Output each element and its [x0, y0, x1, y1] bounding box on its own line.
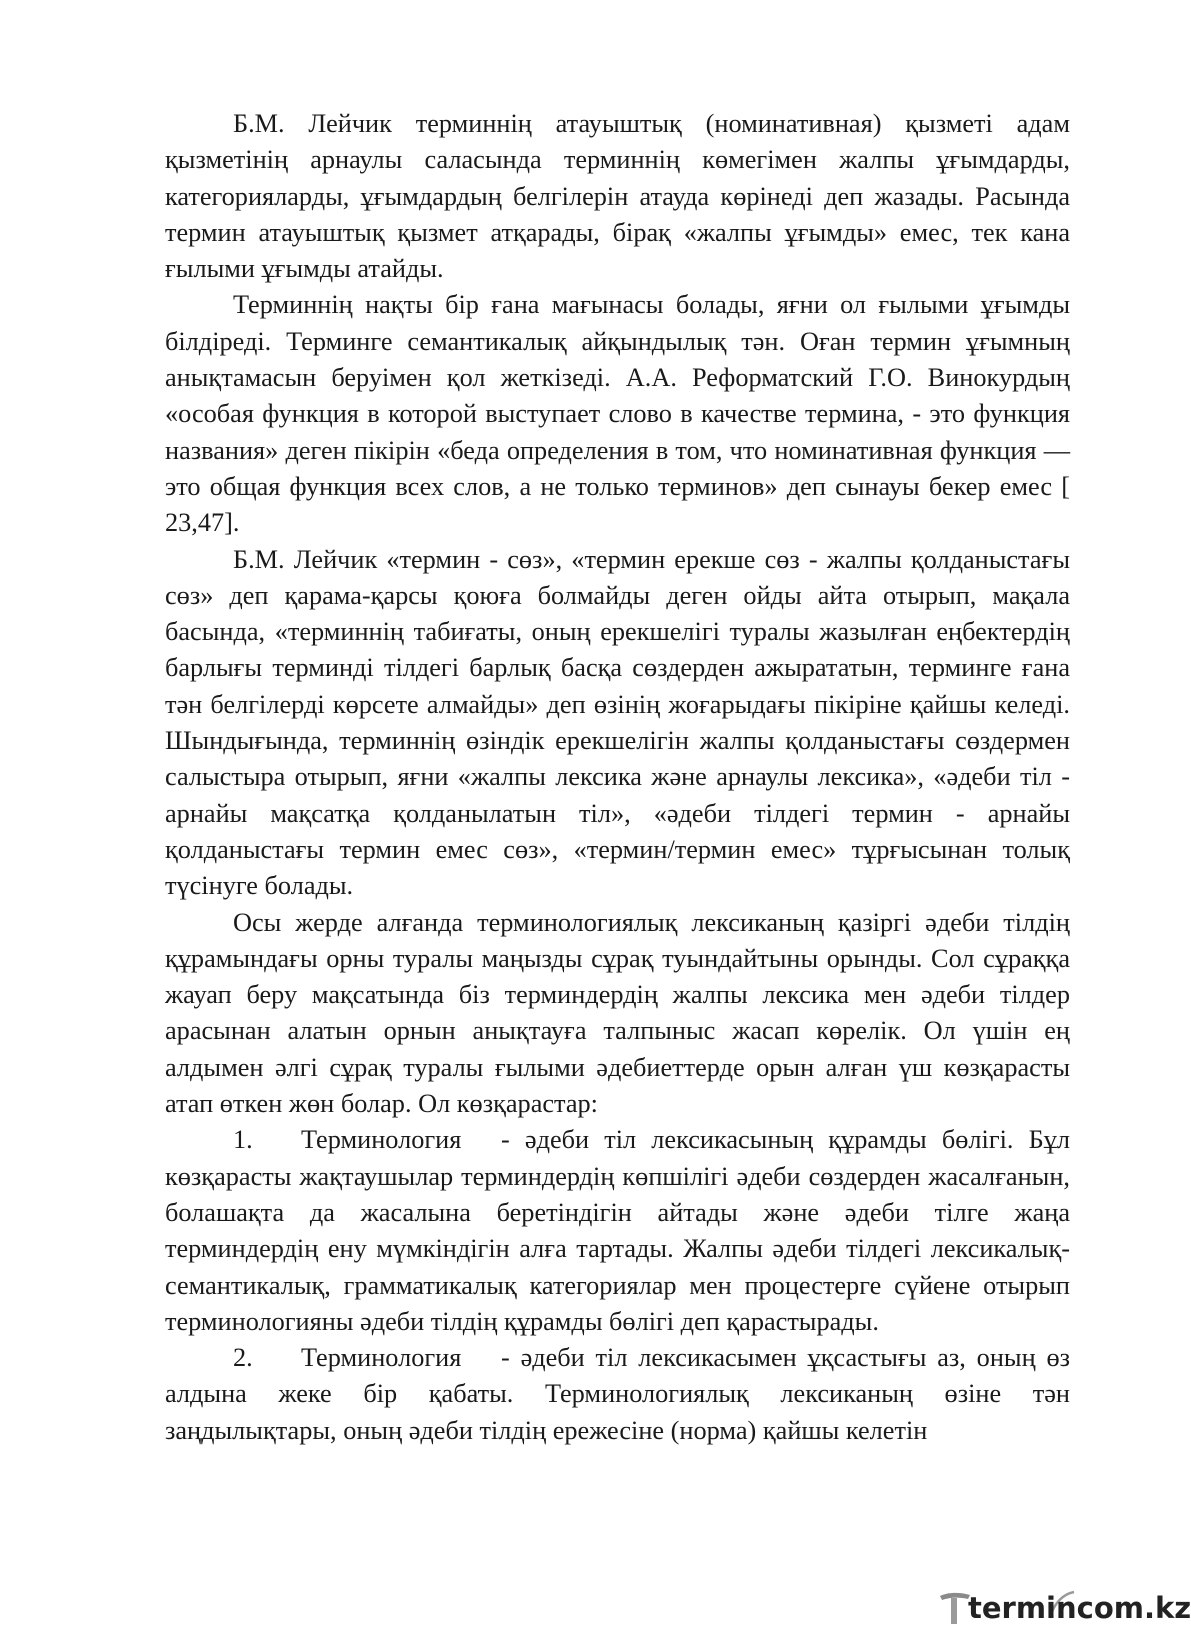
- list-heading: Терминология: [301, 1125, 462, 1155]
- list-heading: Терминология: [301, 1343, 462, 1373]
- list-text: - әдеби тіл лексикасымен ұқсастығы аз, оның өз алдына жеке бір қабаты. Терминологиялық лексиканың өзіне тән заңдылықтары, оның әдеби тілдің ережесіне (норма) қайшы келетін: [165, 1343, 1070, 1445]
- termincom-watermark: [938, 1588, 1191, 1632]
- list-number: 1.: [233, 1125, 253, 1155]
- termincom-logo-icon: [938, 1588, 972, 1632]
- list-item-2: [165, 1340, 1070, 1449]
- paragraph-1: Б.М. Лейчик терминнің атауыштық (номинативная) қызметі адам қызметінің арнаулы саласында терминнің көмегімен жалпы ұғымдарды, категорияларды, ұғымдардың белгілерін атауда көрінеді деп жазады. Расында термин атауыштық қызмет атқарады, бірақ «жалпы ұғымды» емес, тек кана ғылыми ұғымды атайды.: [165, 109, 1070, 284]
- document-body: [165, 106, 1070, 1449]
- paragraph-4: Осы жерде алғанда терминологиялық лексиканың қазіргі әдеби тілдің құрамындағы орны туралы маңызды сұрақ туындайтыны орынды. Сол сұраққа жауап беру мақсатында біз терминдердің жалпы лексика мен әдеби тілдер арасынан алатын орнын анықтауға талпыныс жасап көрелік. Ол үшін ең алдымен әлгі сұрақ туралы ғылыми әдебиеттерде орын алған үш көзқарасты атап өткен жөн болар. Ол көзқарастар:: [165, 907, 1070, 1119]
- list-item-1: [165, 1122, 1070, 1340]
- paragraph-3: Б.М. Лейчик «термин - сөз», «термин ерекше сөз - жалпы қолданыстағы сөз» деп қарама-қарсы қоюға болмайды деген ойды айта отырып, мақала басында, «терминнің табиғаты, оның ерекшелігі туралы жазылған еңбектердің барлығы терминді тілдегі барлық басқа сөздерден ажырататын, терминге ғана тән белгілерді көрсете алмайды» деп өзінің жоғарыдағы пікіріне қайшы келеді. Шындығында, терминнің өзіндік ерекшелігін жалпы қолданыстағы сөздермен салыстыра отырып, яғни «жалпы лексика және арнаулы лексика», «әдеби тіл - арнайы мақсатқа қолданылатын тіл», «әдеби тілдегі термин - арнайы қолданыстағы термин емес сөз», «термин/термин емес» тұрғысынан толық түсінуге болады.: [165, 544, 1070, 901]
- watermark-text: termincom.kz: [968, 1591, 1191, 1625]
- list-text: - әдеби тіл лексикасының құрамды бөлігі. Бұл көзқарасты жақтаушылар терминдердің көпшілігі әдеби сөздерден жасалғанын, болашақта да жасалына беретіндігін айтады және әдеби тілге жаңа терминдердің ену мүмкіндігін алға тартады. Жалпы әдеби тілдегі лексикалық-семантикалық, грамматикалық категориялар мен процестерге сүйене отырып терминологияны әдеби тілдің құрамды бөлігі деп қарастырады.: [165, 1125, 1070, 1336]
- paragraph-2: Терминнің нақты бір ғана мағынасы болады, яғни ол ғылыми ұғымды білдіреді. Терминге семантикалық айқындылық тән. Оған термин ұғымның анықтамасын беруімен қол жеткізеді. А.А. Реформатский Г.О. Винокурдың «особая функция в которой выступает слово в качестве термина, - это функция названия» деген пікірін «беда определения в том, что номинативная функция — это общая функция всех слов, а не только терминов» деп сынауы бекер емес [ 23,47].: [165, 290, 1070, 538]
- list-number: 2.: [233, 1343, 253, 1373]
